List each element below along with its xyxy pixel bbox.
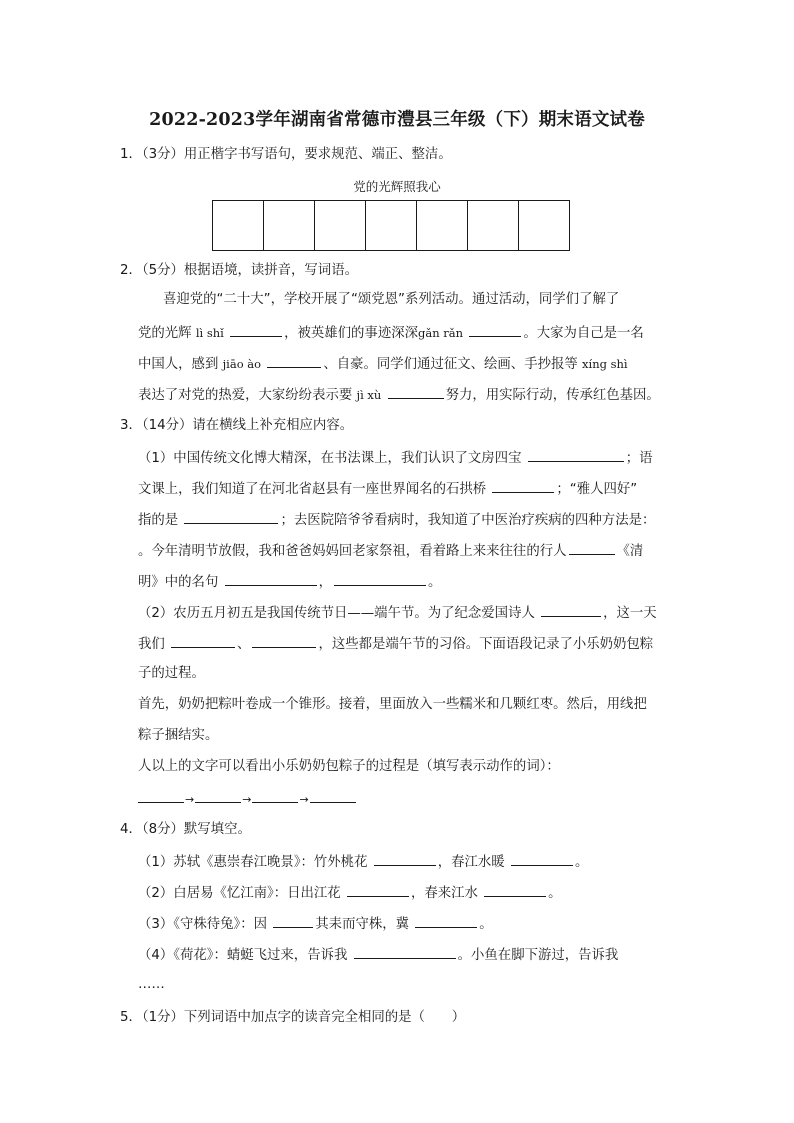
answer-blank[interactable] <box>334 572 426 586</box>
writing-box[interactable] <box>314 200 366 251</box>
q3-p2-line-2: 我们 、 ，这些都是端午节的习俗。下面语段记录了小乐奶奶包粽 <box>138 634 653 654</box>
answer-blank[interactable] <box>528 448 624 462</box>
q4-item-3: （3）《守株待兔》：因 其耒而守株，冀 。 <box>138 914 493 934</box>
arrow-icon: → <box>185 793 195 806</box>
answer-blank[interactable] <box>492 479 554 493</box>
answer-blank[interactable] <box>484 883 546 897</box>
q4-item-4: （4）《荷花》：蜻蜓飞过来，告诉我 。小鱼在脚下游过，告诉我 <box>138 945 618 965</box>
answer-blank[interactable] <box>511 852 573 866</box>
q3-p2-line-4: 首先，奶奶把粽叶卷成一个锥形。接着，里面放入一些糯米和几颗红枣。然后，用线把 <box>138 697 647 712</box>
question-3-label: 3．（14分）请在横线上补充相应内容。 <box>120 418 354 433</box>
answer-blank[interactable] <box>184 510 278 524</box>
q3-p1-line-3: 指的是 ；去医院陪爷爷看病时，我知道了中医治疗疾病的四种方法是： <box>138 510 655 530</box>
answer-blank[interactable] <box>273 914 313 928</box>
answer-blank[interactable] <box>310 789 356 803</box>
q2-line-3: 中国人，感到 jiāo ào 、自豪。同学们通过征文、绘画、手抄报等 xíng shì <box>138 354 628 374</box>
q3-p2-line-3: 子的过程。 <box>138 666 205 681</box>
answer-blank[interactable] <box>230 323 282 337</box>
answer-blank[interactable] <box>252 634 316 648</box>
page-title: 2022-2023学年湖南省常德市澧县三年级（下）期末语文试卷 <box>149 110 645 130</box>
q3-p1-line-2: 文课上，我们知道了在河北省赵县有一座世界闻名的石拱桥 ；“雅人四好” <box>138 479 637 499</box>
answer-blank[interactable] <box>415 914 477 928</box>
answer-blank[interactable] <box>267 354 321 368</box>
q3-p1-line-4: 。今年清明节放假，我和爸爸妈妈回老家祭祖，看着路上来来往往的行人 《清 <box>138 541 643 561</box>
answer-blank[interactable] <box>569 541 615 555</box>
answer-blank[interactable] <box>388 385 444 399</box>
action-sequence <box>138 789 356 809</box>
question-2-label: 2．（5分）根据语境，读拼音，写词语。 <box>120 263 358 278</box>
answer-blank[interactable] <box>252 789 298 803</box>
answer-blank[interactable] <box>541 603 601 617</box>
writing-box[interactable] <box>263 200 315 251</box>
q3-p2-line-1: （2）农历五月初五是我国传统节日——端午节。为了纪念爱国诗人 ，这一天 <box>138 603 657 623</box>
writing-box[interactable] <box>467 200 519 251</box>
q3-p2-line-5: 粽子捆结实。 <box>138 728 219 743</box>
arrow-icon: → <box>242 793 252 806</box>
answer-blank[interactable] <box>195 789 241 803</box>
writing-box[interactable] <box>212 200 264 251</box>
question-5-label: 5．（1分）下列词语中加点字的读音完全相同的是（ ） <box>120 1010 466 1025</box>
writing-box[interactable] <box>518 200 570 251</box>
answer-blank[interactable] <box>374 852 436 866</box>
answer-blank[interactable] <box>171 634 235 648</box>
writing-box[interactable] <box>416 200 468 251</box>
answer-blank[interactable] <box>225 572 317 586</box>
q4-item-2: （2）白居易《忆江南》：日出江花 ，春来江水 。 <box>138 883 562 903</box>
answer-blank[interactable] <box>354 945 456 959</box>
q3-p1-line-5: 明》中的名句 ， 。 <box>138 572 441 592</box>
q3-p2-line-6: 人以上的文字可以看出小乐奶奶包粽子的过程是（填写表示动作的词）： <box>138 759 560 774</box>
question-1-label: 1．（3分）用正楷字书写语句，要求规范、端正、整洁。 <box>120 147 452 162</box>
answer-blank[interactable] <box>347 883 409 897</box>
writing-sentence: 党的光辉照我心 <box>353 179 441 194</box>
q2-line-1: 喜迎党的“二十大”，学校开展了“颂党恩”系列活动。通过活动，同学们了解了 <box>163 292 620 307</box>
q4-item-1: （1）苏轼《惠崇春江晚景》：竹外桃花 ，春江水暖 。 <box>138 852 588 872</box>
arrow-icon: → <box>299 793 309 806</box>
writing-box[interactable] <box>365 200 417 251</box>
q2-line-2: 党的光辉 lì shǐ ，被英雄们的事迹深深gǎn rǎn 。大家为自己是一名 <box>138 323 644 343</box>
answer-blank[interactable] <box>138 789 184 803</box>
q2-line-4: 表达了对党的热爱，大家纷纷表示要 jì xù 努力，用实际行动，传承红色基因。 <box>138 385 660 405</box>
q3-p1-line-1: （1）中国传统文化博大精深，在书法课上，我们认识了文房四宝 ；语 <box>138 448 653 468</box>
q4-item-4-cont: …… <box>138 977 165 992</box>
question-4-label: 4．（8分）默写填空。 <box>120 822 251 837</box>
answer-blank[interactable] <box>469 323 521 337</box>
writing-grid <box>212 200 570 251</box>
